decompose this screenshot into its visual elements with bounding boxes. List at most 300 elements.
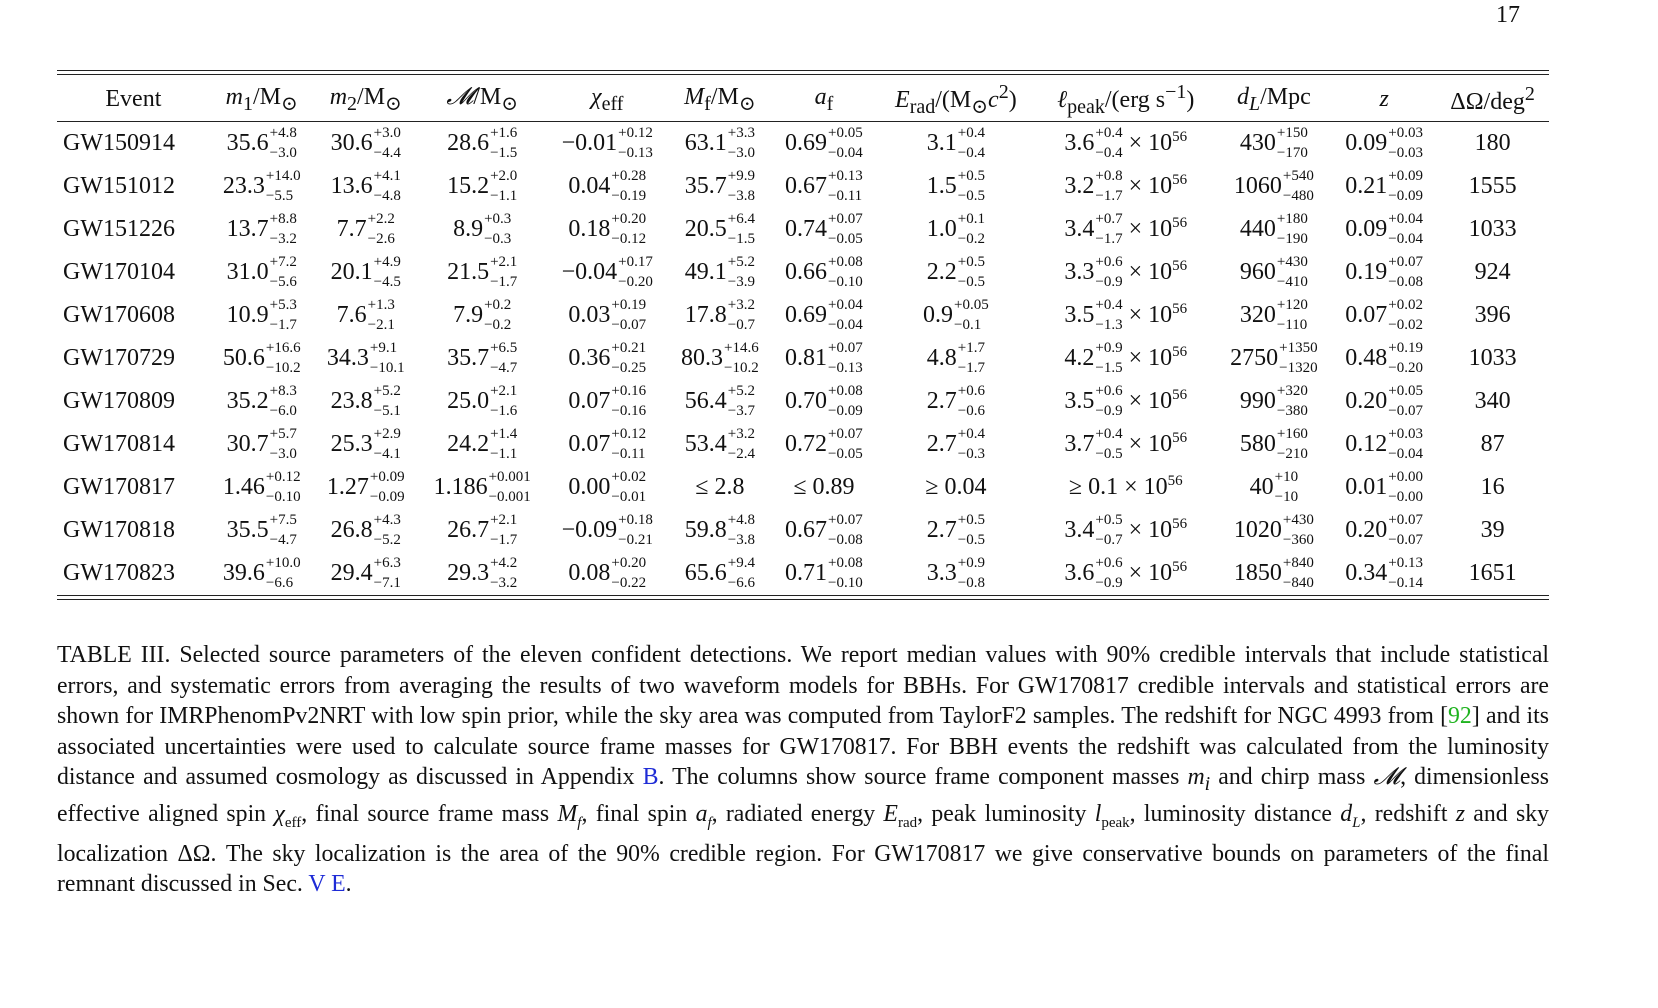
upper-error: +2.1 bbox=[490, 512, 518, 529]
upper-error: +0.3 bbox=[484, 211, 512, 228]
table-cell bbox=[1436, 208, 1549, 251]
cell-value bbox=[1064, 426, 1188, 463]
credible-interval bbox=[1276, 426, 1308, 463]
lower-error: −840 bbox=[1282, 575, 1314, 592]
table-cell bbox=[1436, 380, 1549, 423]
median-value: 39 bbox=[1480, 516, 1505, 543]
median-value: 440 bbox=[1239, 215, 1276, 242]
credible-interval bbox=[828, 426, 863, 463]
table-cell bbox=[772, 251, 876, 294]
cell-value bbox=[1239, 254, 1308, 291]
median-value: 0.66 bbox=[785, 258, 828, 285]
caption-text: , peak luminosity bbox=[917, 801, 1095, 828]
table-cell bbox=[418, 423, 547, 466]
event-name: GW151012 bbox=[63, 172, 175, 199]
event-name: GW170729 bbox=[63, 344, 175, 371]
credible-interval bbox=[373, 555, 401, 592]
cell-value bbox=[926, 125, 985, 162]
credible-interval bbox=[1095, 211, 1123, 248]
upper-error: +430 bbox=[1282, 512, 1314, 529]
credible-interval bbox=[611, 211, 647, 248]
credible-interval bbox=[1276, 297, 1308, 334]
column-header: $a_f$ bbox=[772, 75, 876, 121]
cell-value bbox=[447, 512, 518, 549]
median-value: 0.20 bbox=[1345, 516, 1388, 543]
lower-error: −0.01 bbox=[611, 489, 647, 506]
lower-error: −0.4 bbox=[957, 145, 985, 162]
table-cell bbox=[1332, 294, 1436, 337]
median-value: 3.4 bbox=[1064, 215, 1095, 242]
upper-error: +0.21 bbox=[611, 340, 647, 357]
caption-text: , radiated energy bbox=[711, 801, 884, 828]
upper-error: +14.0 bbox=[265, 168, 301, 185]
table-cell bbox=[668, 552, 772, 595]
upper-error: +3.2 bbox=[727, 426, 755, 443]
median-value: 29.4 bbox=[330, 559, 373, 586]
lower-error: −0.5 bbox=[957, 274, 985, 291]
credible-interval bbox=[618, 254, 653, 291]
credible-interval bbox=[1388, 383, 1423, 420]
lower-error: −0.11 bbox=[828, 188, 863, 205]
lower-error: −1.7 bbox=[490, 532, 518, 549]
table-caption bbox=[57, 640, 1549, 900]
lower-error: −0.07 bbox=[1388, 403, 1423, 420]
upper-error: +9.4 bbox=[727, 555, 755, 572]
table-cell bbox=[1332, 423, 1436, 466]
section-link[interactable]: V E bbox=[308, 871, 346, 897]
lower-error: −5.2 bbox=[373, 532, 401, 549]
upper-error: +0.6 bbox=[1095, 383, 1123, 400]
cell-value bbox=[336, 297, 395, 334]
table-cell bbox=[668, 165, 772, 208]
upper-error: +0.12 bbox=[265, 469, 301, 486]
lower-error: −1.7 bbox=[1095, 188, 1123, 205]
upper-error: +6.3 bbox=[373, 555, 401, 572]
symbol: z bbox=[1455, 801, 1465, 828]
table-cell bbox=[1216, 337, 1332, 380]
cell-value bbox=[568, 297, 647, 334]
lower-error: −380 bbox=[1276, 403, 1308, 420]
credible-interval bbox=[484, 211, 512, 248]
upper-error: +0.9 bbox=[957, 555, 985, 572]
table-cell bbox=[1436, 251, 1549, 294]
cell-value bbox=[684, 297, 755, 334]
cell-value bbox=[785, 297, 863, 334]
table-row bbox=[57, 509, 1549, 552]
median-value: 35.2 bbox=[226, 387, 269, 414]
table-cell bbox=[1436, 294, 1549, 337]
table-row bbox=[57, 466, 1549, 509]
median-value: 0.67 bbox=[785, 172, 828, 199]
cell-value bbox=[222, 168, 301, 205]
credible-interval bbox=[611, 469, 647, 506]
upper-error: +0.19 bbox=[1388, 340, 1423, 357]
credible-interval bbox=[727, 254, 755, 291]
credible-interval bbox=[828, 555, 863, 592]
upper-error: +0.12 bbox=[611, 426, 647, 443]
median-value: 2.2 bbox=[926, 258, 957, 285]
credible-interval bbox=[490, 383, 518, 420]
lower-error: −0.03 bbox=[1388, 145, 1423, 162]
cell-value bbox=[1345, 383, 1423, 420]
credible-interval bbox=[957, 168, 985, 205]
cell-value bbox=[326, 469, 405, 506]
upper-error: +2.1 bbox=[490, 383, 518, 400]
median-value: 7.6 bbox=[336, 301, 367, 328]
power-of-ten: × $10^{56}$ bbox=[1128, 516, 1188, 544]
median-value: 0.34 bbox=[1345, 559, 1388, 586]
credible-interval bbox=[367, 297, 395, 334]
table-cell bbox=[1216, 294, 1332, 337]
credible-interval bbox=[957, 340, 985, 377]
median-value: 3.3 bbox=[1064, 258, 1095, 285]
table-cell bbox=[876, 165, 1036, 208]
lower-error: −5.1 bbox=[373, 403, 401, 420]
credible-interval bbox=[954, 297, 989, 334]
cell-value bbox=[226, 125, 297, 162]
median-value: 0.20 bbox=[1345, 387, 1388, 414]
table-row bbox=[57, 165, 1549, 208]
table-cell bbox=[547, 165, 668, 208]
table-cell bbox=[1036, 509, 1216, 552]
upper-error: +0.19 bbox=[611, 297, 647, 314]
citation-link[interactable]: 92 bbox=[1448, 703, 1472, 729]
upper-error: +1.3 bbox=[367, 297, 395, 314]
cell-value bbox=[330, 254, 401, 291]
upper-error: +8.8 bbox=[269, 211, 297, 228]
table-cell bbox=[1436, 337, 1549, 380]
event-name: GW170608 bbox=[63, 301, 175, 328]
lower-error: −190 bbox=[1276, 231, 1308, 248]
upper-error: +0.04 bbox=[1388, 211, 1423, 228]
median-value: 1.5 bbox=[926, 172, 957, 199]
table-cell bbox=[314, 466, 418, 509]
table-cell bbox=[547, 294, 668, 337]
cell-value bbox=[785, 211, 863, 248]
cell-value bbox=[1345, 297, 1423, 334]
symbol-subscript: i bbox=[1204, 772, 1211, 795]
cell-value bbox=[1469, 173, 1517, 200]
lower-error: −1.1 bbox=[490, 188, 518, 205]
cell-value bbox=[1069, 473, 1183, 501]
upper-error: +4.2 bbox=[490, 555, 518, 572]
median-value: 80.3 bbox=[681, 344, 724, 371]
median-value: 924 bbox=[1474, 258, 1511, 285]
upper-error: +0.20 bbox=[611, 211, 647, 228]
median-value: 0.18 bbox=[568, 215, 611, 242]
upper-error: +160 bbox=[1276, 426, 1308, 443]
cell-value bbox=[926, 168, 985, 205]
median-value: 0.00 bbox=[568, 473, 611, 500]
median-value: 180 bbox=[1474, 129, 1511, 156]
cell-value bbox=[226, 254, 297, 291]
lower-error: −2.4 bbox=[727, 446, 755, 463]
lower-error: −1.5 bbox=[727, 231, 755, 248]
upper-error: +0.02 bbox=[611, 469, 647, 486]
lower-error: −1.5 bbox=[1095, 360, 1123, 377]
median-value: 25.0 bbox=[447, 387, 490, 414]
cell-value bbox=[568, 211, 647, 248]
credible-interval bbox=[828, 512, 863, 549]
lower-error: −0.16 bbox=[611, 403, 647, 420]
table-cell bbox=[314, 165, 418, 208]
upper-error: +0.13 bbox=[828, 168, 863, 185]
cell-value bbox=[330, 512, 401, 549]
lower-error: −0.25 bbox=[611, 360, 647, 377]
upper-error: +3.2 bbox=[727, 297, 755, 314]
lower-error: −0.7 bbox=[727, 317, 755, 334]
cell-value bbox=[1064, 512, 1188, 549]
lower-error: −0.04 bbox=[1388, 231, 1423, 248]
median-value: −0.01 bbox=[561, 129, 618, 156]
median-value: ≥ 0.04 bbox=[925, 473, 987, 500]
table-cell bbox=[418, 208, 547, 251]
upper-error: +180 bbox=[1276, 211, 1308, 228]
upper-error: +0.8 bbox=[1095, 168, 1123, 185]
caption-text: , luminosity distance bbox=[1129, 801, 1341, 828]
credible-interval bbox=[611, 340, 647, 377]
cell-value bbox=[684, 254, 755, 291]
lower-error: −1.7 bbox=[269, 317, 297, 334]
cell-value bbox=[226, 383, 297, 420]
cell-value bbox=[785, 340, 863, 377]
upper-error: +0.04 bbox=[828, 297, 863, 314]
cell-value bbox=[923, 297, 989, 334]
caption-text: TABLE III. Selected source parameters of the eleven confident detections. We report median values with 90% credible intervals that include statistical errors, and systematic errors from averaging the results of two waveform models for BBHs. For GW170817 credible intervals and statistical errors are shown for IMRPhenomPv2NRT with low spin prior, while the sky area was computed from TaylorF2 samples. The redshift for NGC 4993 from [ bbox=[57, 642, 1549, 729]
table-cell bbox=[547, 509, 668, 552]
lower-error: −0.3 bbox=[484, 231, 512, 248]
credible-interval bbox=[1095, 125, 1123, 162]
table-top-rule bbox=[57, 70, 1549, 71]
cell-value bbox=[926, 254, 985, 291]
upper-error: +0.4 bbox=[1095, 297, 1123, 314]
median-value: 28.6 bbox=[447, 129, 490, 156]
table-cell bbox=[1332, 337, 1436, 380]
table-cell bbox=[314, 208, 418, 251]
upper-error: +0.07 bbox=[828, 426, 863, 443]
table-cell bbox=[668, 294, 772, 337]
table-cell bbox=[1036, 121, 1216, 165]
cell-value bbox=[926, 383, 985, 420]
median-value: 31.0 bbox=[226, 258, 269, 285]
lower-error: −2.1 bbox=[367, 317, 395, 334]
upper-error: +0.5 bbox=[957, 254, 985, 271]
cell-value bbox=[447, 254, 518, 291]
cell-value bbox=[1345, 254, 1423, 291]
symbol: l bbox=[1094, 801, 1102, 828]
cell-value bbox=[447, 426, 518, 463]
upper-error: +0.9 bbox=[1095, 340, 1123, 357]
median-value: 3.5 bbox=[1064, 301, 1095, 328]
median-value: −0.09 bbox=[561, 516, 618, 543]
lower-error: −4.8 bbox=[373, 188, 401, 205]
credible-interval bbox=[1095, 383, 1123, 420]
lower-error: −1.6 bbox=[490, 403, 518, 420]
median-value: 23.3 bbox=[222, 172, 265, 199]
lower-error: −0.09 bbox=[369, 489, 405, 506]
cell-value bbox=[568, 469, 647, 506]
source-parameters-table bbox=[57, 70, 1549, 600]
caption-text: , dimensionless effective aligned spin bbox=[57, 764, 1549, 828]
credible-interval bbox=[611, 168, 647, 205]
median-value: 0.04 bbox=[568, 172, 611, 199]
table-cell bbox=[876, 294, 1036, 337]
credible-interval bbox=[1388, 469, 1423, 506]
table-cell bbox=[418, 294, 547, 337]
credible-interval bbox=[611, 383, 647, 420]
credible-interval bbox=[269, 254, 297, 291]
lower-error: −10.1 bbox=[369, 360, 405, 377]
credible-interval bbox=[1276, 254, 1308, 291]
lower-error: −1.7 bbox=[1095, 231, 1123, 248]
cell-value bbox=[1345, 426, 1423, 463]
upper-error: +5.2 bbox=[373, 383, 401, 400]
table-cell bbox=[418, 337, 547, 380]
cell-value bbox=[1345, 340, 1423, 377]
cell-value bbox=[684, 211, 755, 248]
caption-text: . bbox=[345, 871, 352, 897]
median-value: 35.7 bbox=[447, 344, 490, 371]
credible-interval bbox=[1095, 340, 1123, 377]
credible-interval bbox=[957, 512, 985, 549]
credible-interval bbox=[373, 512, 401, 549]
upper-error: +0.18 bbox=[618, 512, 653, 529]
median-value: 0.09 bbox=[1345, 129, 1388, 156]
credible-interval bbox=[373, 426, 401, 463]
table-cell bbox=[418, 466, 547, 509]
credible-interval bbox=[611, 297, 647, 334]
cell-value bbox=[568, 340, 647, 377]
median-value: 0.03 bbox=[568, 301, 611, 328]
upper-error: +0.7 bbox=[1095, 211, 1123, 228]
caption-text: , final spin bbox=[581, 801, 696, 828]
table-cell bbox=[314, 294, 418, 337]
credible-interval bbox=[1388, 125, 1423, 162]
lower-error: −0.04 bbox=[1388, 446, 1423, 463]
table-cell bbox=[210, 208, 314, 251]
upper-error: +0.4 bbox=[1095, 426, 1123, 443]
credible-interval bbox=[269, 512, 297, 549]
credible-interval bbox=[1388, 555, 1423, 592]
table-header-row bbox=[57, 75, 1549, 121]
upper-error: +0.17 bbox=[618, 254, 653, 271]
upper-error: +5.2 bbox=[727, 383, 755, 400]
upper-error: +6.5 bbox=[490, 340, 518, 357]
credible-interval bbox=[727, 168, 755, 205]
cell-value bbox=[793, 474, 854, 501]
upper-error: +4.8 bbox=[727, 512, 755, 529]
column-header: ℓ$_{peak}$/(erg $s^{-1}$) bbox=[1036, 75, 1216, 121]
cell-value bbox=[1233, 168, 1314, 205]
lower-error: −0.5 bbox=[957, 532, 985, 549]
median-value: 0.48 bbox=[1345, 344, 1388, 371]
lower-error: −0.10 bbox=[828, 575, 863, 592]
table-cell bbox=[418, 251, 547, 294]
credible-interval bbox=[1095, 512, 1123, 549]
symbol: d bbox=[1340, 801, 1353, 828]
median-value: 29.3 bbox=[447, 559, 490, 586]
credible-interval bbox=[269, 383, 297, 420]
cell-value bbox=[1475, 302, 1511, 329]
lower-error: −360 bbox=[1282, 532, 1314, 549]
median-value: 30.6 bbox=[330, 129, 373, 156]
median-value: 40 bbox=[1249, 473, 1274, 500]
cell-value bbox=[1481, 431, 1505, 458]
lower-error: −4.7 bbox=[269, 532, 297, 549]
cell-value bbox=[785, 168, 863, 205]
credible-interval bbox=[1388, 297, 1423, 334]
lower-error: −480 bbox=[1282, 188, 1314, 205]
upper-error: +0.07 bbox=[828, 211, 863, 228]
table-cell bbox=[1036, 552, 1216, 595]
median-value: 26.8 bbox=[330, 516, 373, 543]
upper-error: +5.2 bbox=[727, 254, 755, 271]
median-value: 430 bbox=[1239, 129, 1276, 156]
cell-value bbox=[453, 297, 512, 334]
lower-error: −7.1 bbox=[373, 575, 401, 592]
column-header: $m_2/M_⊙$ bbox=[314, 75, 418, 121]
cell-value bbox=[447, 168, 518, 205]
lower-error: −0.07 bbox=[611, 317, 647, 334]
credible-interval bbox=[373, 125, 401, 162]
table-cell bbox=[1216, 423, 1332, 466]
upper-error: +10.0 bbox=[265, 555, 301, 572]
table-cell bbox=[772, 165, 876, 208]
event-name: GW170818 bbox=[63, 516, 175, 543]
median-value: 56.4 bbox=[684, 387, 727, 414]
median-value: 0.01 bbox=[1345, 473, 1388, 500]
median-value: 21.5 bbox=[447, 258, 490, 285]
credible-interval bbox=[490, 555, 518, 592]
cell-value bbox=[1345, 555, 1423, 592]
lower-error: −0.5 bbox=[957, 188, 985, 205]
table-cell bbox=[876, 552, 1036, 595]
table-cell bbox=[772, 423, 876, 466]
upper-error: +7.5 bbox=[269, 512, 297, 529]
lower-error: −0.12 bbox=[611, 231, 647, 248]
upper-error: +0.12 bbox=[618, 125, 653, 142]
lower-error: −0.1 bbox=[954, 317, 982, 334]
power-of-ten: × $10^{56}$ bbox=[1128, 387, 1188, 415]
power-of-ten: × $10^{56}$ bbox=[1128, 430, 1188, 458]
appendix-link[interactable]: B bbox=[642, 764, 659, 790]
lower-error: −0.05 bbox=[828, 231, 863, 248]
table-cell bbox=[1216, 466, 1332, 509]
cell-value bbox=[226, 512, 297, 549]
credible-interval bbox=[369, 469, 405, 506]
column-header: ΔΩ/deg$^2$ bbox=[1436, 75, 1549, 121]
table-cell bbox=[314, 380, 418, 423]
table-cell bbox=[876, 251, 1036, 294]
cell-value bbox=[330, 125, 401, 162]
cell-value bbox=[1239, 297, 1308, 334]
credible-interval bbox=[1279, 340, 1318, 377]
table-row bbox=[57, 208, 1549, 251]
table-cell bbox=[210, 466, 314, 509]
lower-error: −0.21 bbox=[618, 532, 653, 549]
lower-error: −1.1 bbox=[490, 446, 518, 463]
table-row bbox=[57, 121, 1549, 165]
median-value: 4.8 bbox=[926, 344, 957, 371]
median-value: 63.1 bbox=[684, 129, 727, 156]
median-value: 20.1 bbox=[330, 258, 373, 285]
lower-error: −4.5 bbox=[373, 274, 401, 291]
cell-value bbox=[1064, 297, 1188, 334]
credible-interval bbox=[1388, 254, 1423, 291]
cell-value bbox=[1239, 383, 1308, 420]
cell-value bbox=[684, 512, 755, 549]
upper-error: +0.20 bbox=[611, 555, 647, 572]
